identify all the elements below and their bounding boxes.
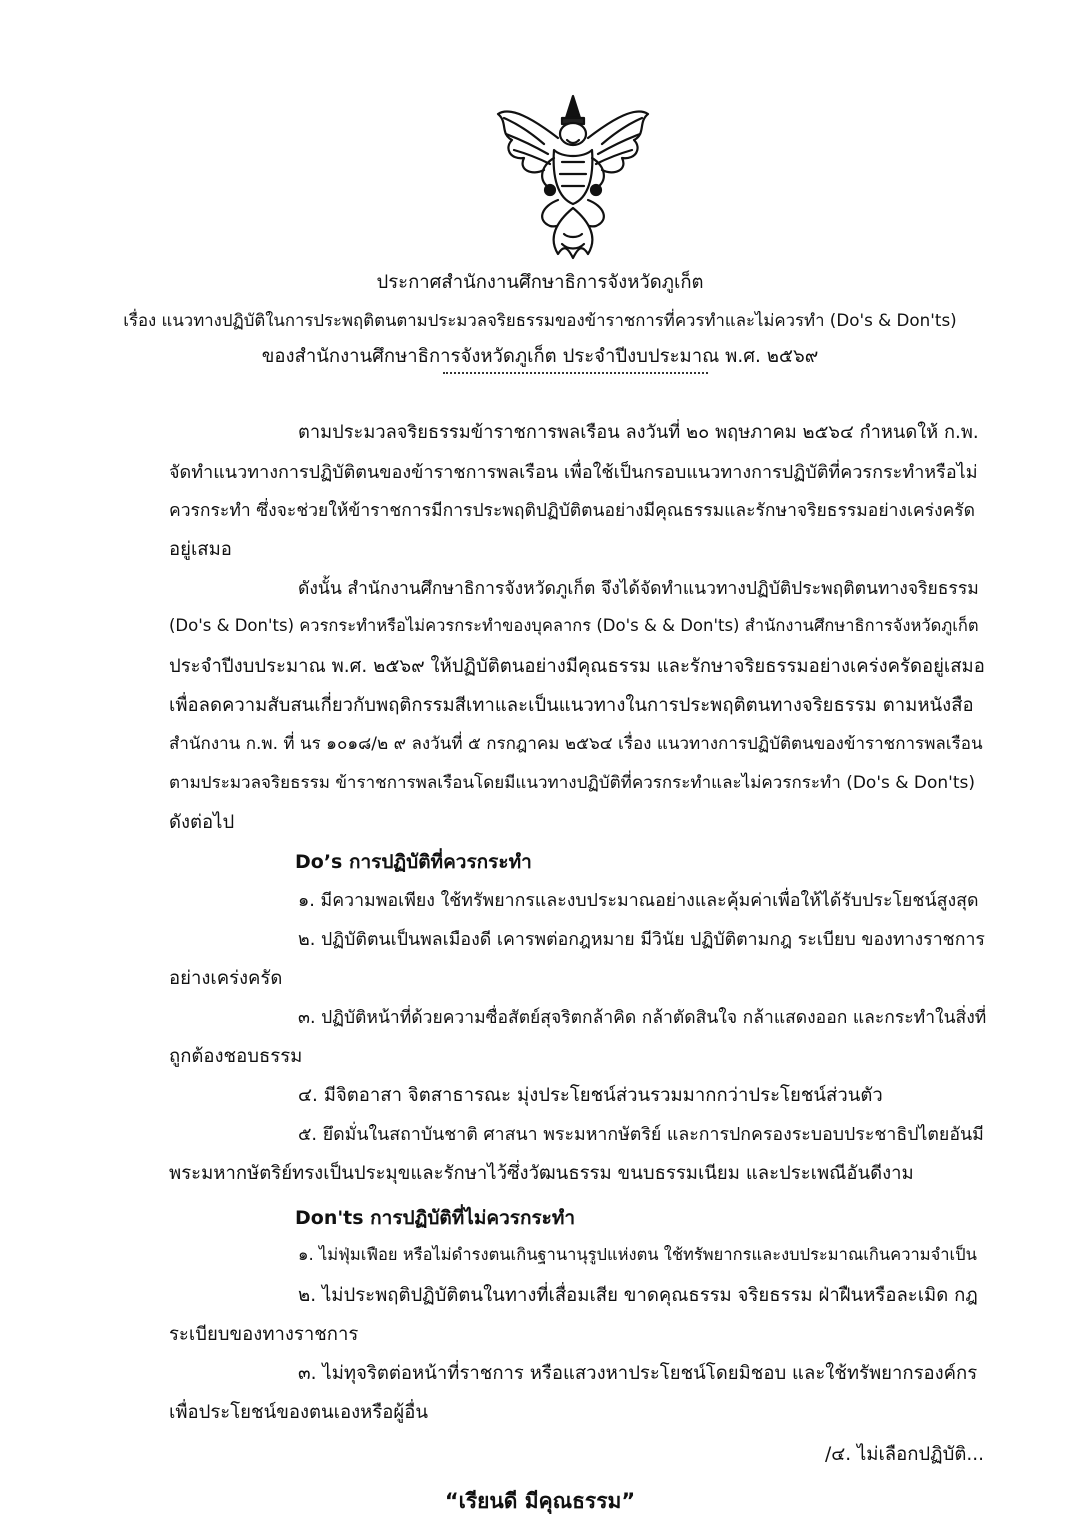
continued-on-next-page: /๔. ไม่เลือกปฏิบัติ... [824, 1444, 984, 1465]
donts-heading: Don'ts การปฏิบัติที่ไม่ควรกระทำ [295, 1207, 576, 1229]
dos-item: ๒. ปฏิบัติตนเป็นพลเมืองดี เคารพต่อกฎหมาย มีวินัย ปฏิบัติตามกฎ ระเบียบ ของทางราชการ [298, 930, 985, 950]
announcement-title: ประกาศสำนักงานศึกษาธิการจังหวัดภูเก็ต [376, 272, 704, 293]
body-line: จัดทำแนวทางการปฏิบัติตนของข้าราชการพลเรือน เพื่อใช้เป็นกรอบแนวทางการปฏิบัติที่ควรกระทำหรือไม่ [169, 462, 978, 483]
body-line: ควรกระทำ ซึ่งจะช่วยให้ข้าราชการมีการประพฤติปฏิบัติตนอย่างมีคุณธรรมและรักษาจริยธรรมอย่างเคร่งครัด [169, 501, 976, 521]
body-line: สำนักงาน ก.พ. ที่ นร ๑๐๑๘/๒ ๙ ลงวันที่ ๕ กรกฎาคม ๒๕๖๔ เรื่อง แนวทางการปฏิบัติตนของข้าราชการพลเรือน [169, 734, 983, 754]
dos-item: ๑. มีความพอเพียง ใช้ทรัพยากรและงบประมาณอย่างและคุ้มค่าเพื่อให้ได้รับประโยชน์สูงสุด [298, 891, 979, 911]
body-line: ดังต่อไป [169, 812, 235, 833]
body-line: อยู่เสมอ [169, 539, 232, 560]
body-line: เพื่อลดความสับสนเกี่ยวกับพฤติกรรมสีเทาและเป็นแนวทางในการประพฤติตนทางจริยธรรม ตามหนังสือ [169, 695, 974, 716]
dos-item: พระมหากษัตริย์ทรงเป็นประมุขและรักษาไว้ซึ่งวัฒนธรรม ขนบธรรมเนียม และประเพณีอันดีงาม [169, 1163, 914, 1184]
donts-item: ระเบียบของทางราชการ [169, 1324, 359, 1345]
body-line: ประจำปีงบประมาณ พ.ศ. ๒๕๖๙ ให้ปฏิบัติตนอย่างมีคุณธรรม และรักษาจริยธรรมอย่างเคร่งครัดอยู่เสมอ [169, 656, 985, 677]
garuda-emblem-icon [492, 88, 654, 264]
dos-item: ๕. ยึดมั่นในสถาบันชาติ ศาสนา พระมหากษัตริย์ และการปกครองระบอบประชาธิปไตยอันมี [298, 1125, 984, 1145]
announcement-subject-cont: ของสำนักงานศึกษาธิการจังหวัดภูเก็ต ประจำปีงบประมาณ พ.ศ. ๒๕๖๙ [261, 346, 819, 367]
donts-item: ๒. ไม่ประพฤติปฏิบัติตนในทางที่เสื่อมเสีย ขาดคุณธรรม จริยธรรม ฝ่าฝืนหรือละเมิด กฎ [298, 1285, 978, 1306]
dos-heading: Do’s การปฏิบัติที่ควรกระทำ [295, 851, 532, 873]
donts-item: เพื่อประโยชน์ของตนเองหรือผู้อื่น [169, 1402, 428, 1423]
body-line: ตามประมวลจริยธรรมข้าราชการพลเรือน ลงวันที่ ๒๐ พฤษภาคม ๒๕๖๔ กำหนดให้ ก.พ. [298, 422, 979, 443]
dos-item: ถูกต้องชอบธรรม [169, 1046, 303, 1067]
body-line: ดังนั้น สำนักงานศึกษาธิการจังหวัดภูเก็ต จึงได้จัดทำแนวทางปฏิบัติประพฤติตนทางจริยธรรม [298, 579, 979, 599]
body-line: ตามประมวลจริยธรรม ข้าราชการพลเรือนโดยมีแนวทางปฏิบัติที่ควรกระทำและไม่ควรกระทำ (Do's & Don'ts) [169, 773, 976, 793]
announcement-subject: เรื่อง แนวทางปฏิบัติในการประพฤติตนตามประมวลจริยธรรมของข้าราชการที่ควรทำและไม่ควรทำ (Do's & Don'ts) [123, 310, 957, 330]
dotted-separator [443, 372, 708, 374]
body-line: (Do's & Don'ts) ควรกระทำหรือไม่ควรกระทำของบุคลากร (Do's & & Don'ts) สำนักงานศึกษาธิการจังหวัดภูเก็ต [169, 616, 979, 635]
donts-item: ๓. ไม่ทุจริตต่อหน้าที่ราชการ หรือแสวงหาประโยชน์โดยมิชอบ และใช้ทรัพยากรองค์กร [298, 1363, 978, 1384]
donts-item: ๑. ไม่ฟุ่มเฟือย หรือไม่ดำรงตนเกินฐานานุรูปแห่งตน ใช้ทรัพยากรและงบประมาณเกินความจำเป็น [298, 1245, 977, 1264]
dos-item: ๓. ปฏิบัติหน้าที่ด้วยความซื่อสัตย์สุจริตกล้าคิด กล้าตัดสินใจ กล้าแสดงออก และกระทำในสิ่งที่ [298, 1008, 987, 1028]
dos-item: อย่างเคร่งครัด [169, 968, 283, 989]
dos-item: ๔. มีจิตอาสา จิตสาธารณะ มุ่งประโยชน์ส่วนรวมมากกว่าประโยชน์ส่วนตัว [298, 1085, 883, 1106]
motto: “เรียนดี มีคุณธรรม” [444, 1489, 636, 1513]
